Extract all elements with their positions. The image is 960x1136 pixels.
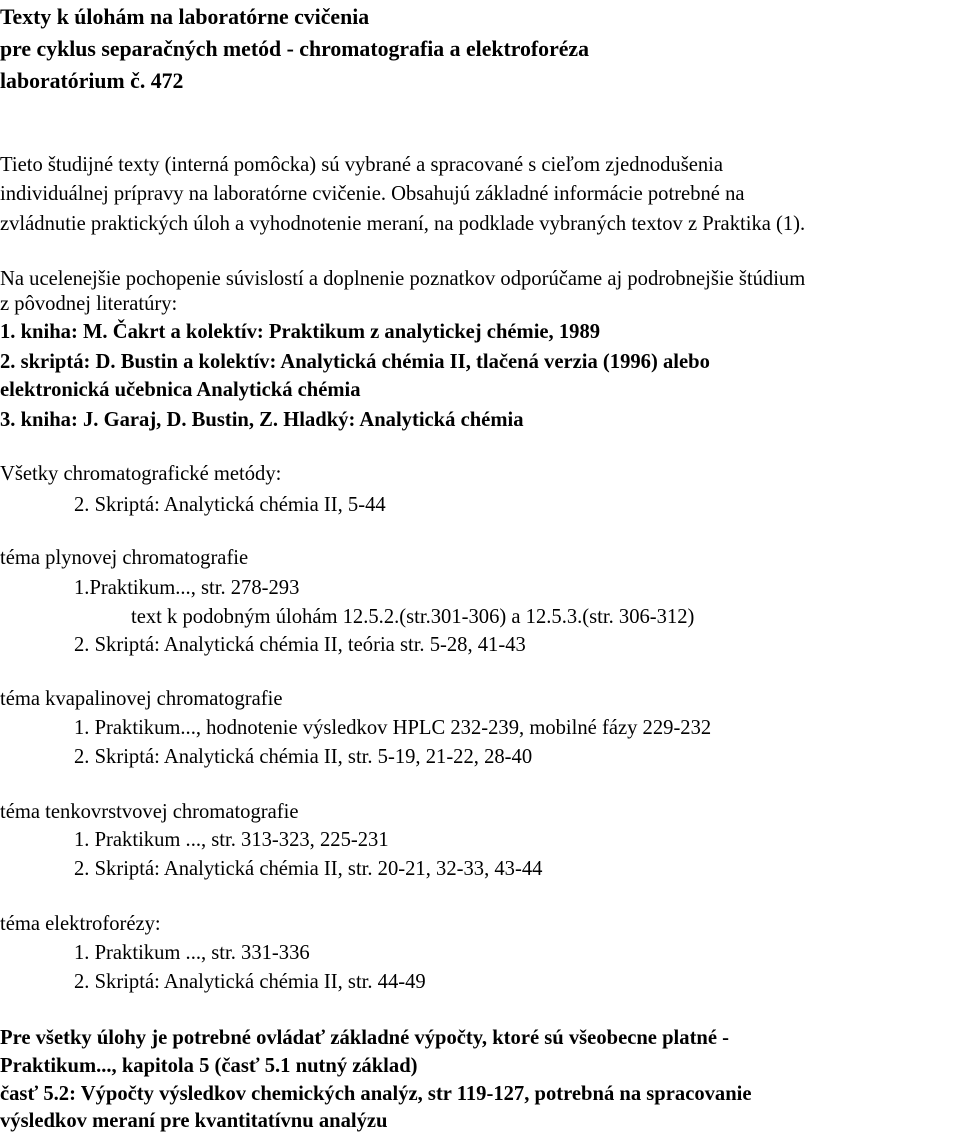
section-heading-electrophoresis: téma elektroforézy: [0, 913, 161, 935]
footer-line-4: výsledkov meraní pre kvantitatívnu analýzu [0, 1110, 388, 1132]
section-heading-all-methods: Všetky chromatografické metódy: [0, 463, 282, 485]
section-item: 1. Praktikum..., hodnotenie výsledkov HPLC 232-239, mobilné fázy 229-232 [74, 717, 712, 739]
literature-reference-2: 2. skriptá: D. Bustin a kolektív: Analytická chémia II, tlačená verzia (1996) alebo [0, 351, 710, 373]
section-item: 1.Praktikum..., str. 278-293 [74, 577, 300, 599]
title-line-2: pre cyklus separačných metód - chromatografia a elektroforéza [0, 37, 590, 61]
literature-line-2: z pôvodnej literatúry: [0, 293, 178, 315]
footer-line-2: Praktikum..., kapitola 5 (časť 5.1 nutný základ) [0, 1055, 418, 1077]
literature-reference-3: 3. kniha: J. Garaj, D. Bustin, Z. Hladký: Analytická chémia [0, 409, 524, 431]
literature-line-1: Na ucelenejšie pochopenie súvislostí a doplnenie poznatkov odporúčame aj podrobnejšie štúdium [0, 268, 806, 290]
section-heading-gas: téma plynovej chromatografie [0, 547, 249, 569]
literature-reference-1: 1. kniha: M. Čakrt a kolektív: Praktikum z analytickej chémie, 1989 [0, 321, 601, 343]
section-item: 2. Skriptá: Analytická chémia II, str. 44-49 [74, 971, 426, 993]
literature-reference-2-cont: elektronická učebnica Analytická chémia [0, 379, 361, 401]
section-item: 1. Praktikum ..., str. 313-323, 225-231 [74, 829, 389, 851]
intro-line-1: Tieto študijné texty (interná pomôcka) sú vybrané a spracované s cieľom zjednodušenia [0, 154, 724, 176]
intro-line-2: individuálnej prípravy na laboratórne cvičenie. Obsahujú základné informácie potrebné na [0, 183, 745, 205]
section-subitem: text k podobným úlohám 12.5.2.(str.301-306) a 12.5.3.(str. 306-312) [131, 606, 695, 628]
section-item: 1. Praktikum ..., str. 331-336 [74, 942, 310, 964]
title-line-1: Texty k úlohám na laboratórne cvičenia [0, 5, 370, 29]
section-item: 2. Skriptá: Analytická chémia II, 5-44 [74, 494, 386, 516]
section-item: 2. Skriptá: Analytická chémia II, str. 5-19, 21-22, 28-40 [74, 746, 533, 768]
section-heading-liquid: téma kvapalinovej chromatografie [0, 688, 283, 710]
section-heading-thin-layer: téma tenkovrstvovej chromatografie [0, 801, 299, 823]
section-item: 2. Skriptá: Analytická chémia II, str. 20-21, 32-33, 43-44 [74, 858, 543, 880]
intro-line-3: zvládnutie praktických úloh a vyhodnotenie meraní, na podklade vybraných textov z Praktika (1). [0, 213, 806, 235]
title-line-3: laboratórium č. 472 [0, 69, 184, 93]
footer-line-1: Pre všetky úlohy je potrebné ovládať základné výpočty, ktoré sú všeobecne platné - [0, 1027, 730, 1049]
section-item: 2. Skriptá: Analytická chémia II, teória str. 5-28, 41-43 [74, 634, 526, 656]
footer-line-3: časť 5.2: Výpočty výsledkov chemických analýz, str 119-127, potrebná na spracovanie [0, 1083, 752, 1105]
